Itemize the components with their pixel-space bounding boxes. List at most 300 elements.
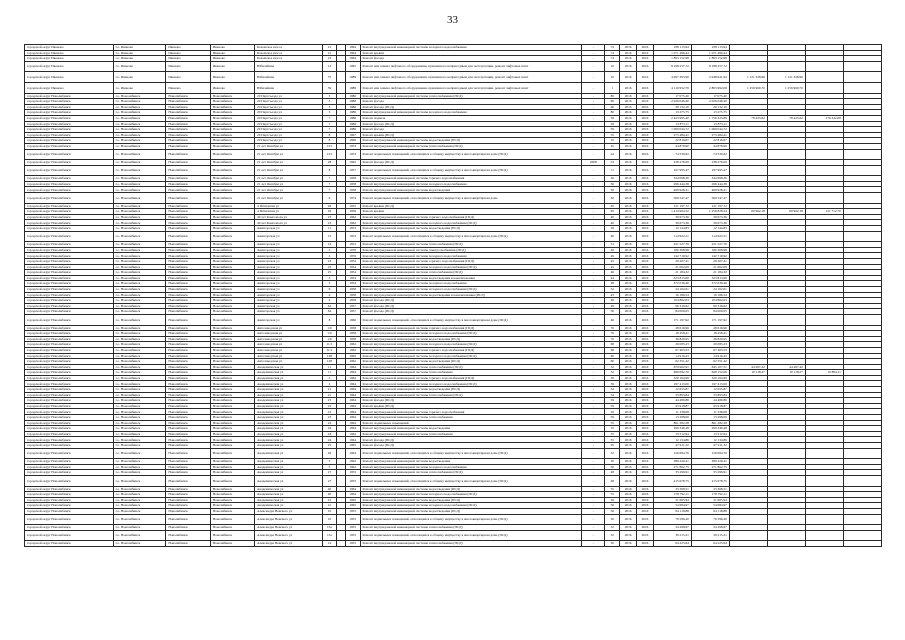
cell-municipality: г.о. Новолибинск	[113, 426, 166, 432]
cell-house-number: 25	[322, 443, 337, 449]
cell-settlement: Новолибинск	[166, 508, 210, 514]
cell-last-repair-year: -	[582, 347, 605, 353]
cell-settlement: Новолибинск	[166, 214, 210, 220]
cell-last-repair-year: -	[582, 132, 605, 138]
cell-cost-owners	[805, 448, 843, 459]
cell-house-number: 7	[322, 181, 337, 187]
cell-cost-owners	[805, 61, 843, 72]
cell-end-year: 2016	[637, 138, 654, 144]
cell-street: Академическая ул	[255, 375, 323, 381]
cell-cost-fund: 273 484,41	[691, 132, 729, 138]
cell-municipality: г.о. Новолибинск	[113, 270, 166, 276]
cell-total-cost: 171 197,92	[653, 314, 691, 325]
cell-build-year: 1957	[345, 303, 360, 309]
cell-cost-budget-a: 1 121 328,96	[729, 72, 767, 83]
cell-build-year: 1964	[345, 492, 360, 498]
cell-build-year: 1953	[345, 231, 360, 242]
cell-district: городской округ Новолибинск	[25, 214, 114, 220]
cell-start-year: 2016	[620, 110, 637, 116]
cell-locality: Новолибинск	[210, 264, 254, 270]
cell-street: Авиаторская ул	[255, 242, 323, 248]
cell-build-year: 1989	[345, 82, 360, 93]
cell-start-year: 2016	[620, 448, 637, 459]
cell-last-repair-year: -	[582, 325, 605, 331]
cell-street: Академическая ул	[255, 464, 323, 470]
cell-municipality: г.о. Новолибинск	[113, 336, 166, 342]
cell-cost-fund: 44 878,90	[691, 143, 729, 149]
cell-municipality: г.о. Новолибинск	[113, 247, 166, 253]
cell-build-year: 1954	[345, 264, 360, 270]
cell-municipality: г.о. Новолибинск	[113, 314, 166, 325]
cell-total-cost: 126 694,76	[653, 448, 691, 459]
cell-cost-other	[843, 165, 881, 176]
cell-end-year: 2016	[637, 364, 654, 370]
cell-house-number: 128	[322, 359, 337, 365]
cell-wear-percent: 40	[605, 231, 620, 242]
cell-work-type: Ремонт внутридомовой инженерной системы водоотведения (ПСД)	[360, 336, 582, 342]
cell-end-year: 2016	[637, 387, 654, 393]
cell-locality: Новолибинск	[210, 176, 254, 182]
cell-end-year: 2016	[637, 143, 654, 149]
cell-wear-percent: 74	[605, 56, 620, 62]
cell-municipality: г.о. Новолибинск	[113, 437, 166, 443]
cell-settlement: Новолибинск	[166, 530, 210, 541]
cell-cost-fund: 323 813,60	[691, 275, 729, 281]
cell-locality: Новолибинск	[210, 492, 254, 498]
cell-end-year: 2016	[637, 270, 654, 276]
cell-end-year: 2016	[637, 93, 654, 99]
cell-municipality: г.о. Новолибинск	[113, 342, 166, 348]
cell-district: городской округ Новолибинск	[25, 431, 114, 437]
cell-work-type: Ремонт подвальных помещений, относящихся к общему имуществу в многоквартирном доме (ПСД)	[360, 448, 582, 459]
cell-last-repair-year: -	[582, 525, 605, 531]
cell-start-year: 2016	[620, 82, 637, 93]
table-row	[25, 165, 882, 176]
cell-cost-fund: 114 922,51	[691, 231, 729, 242]
cell-start-year: 2016	[620, 415, 637, 421]
cell-end-year: 2016	[637, 275, 654, 281]
cell-end-year: 2016	[637, 264, 654, 270]
cell-building	[337, 193, 345, 204]
cell-house-number: 41	[322, 497, 337, 503]
cell-municipality: г.о. Новолибинск	[113, 525, 166, 531]
cell-settlement: Новолибинск	[166, 264, 210, 270]
cell-build-year: 1966	[345, 138, 360, 144]
cell-work-type: Ремонт внутридомовой инженерной системы холодного водоснабжения (ПСД)	[360, 286, 582, 292]
cell-street: Юбилейная	[255, 72, 323, 83]
cell-settlement: Новолибинск	[166, 525, 210, 531]
cell-work-type: Ремонт внутридомовой инженерной системы водоотведения и канализования (ПСД)	[360, 292, 582, 298]
cell-municipality: г.о. Новолибинск	[113, 375, 166, 381]
cell-locality: Новолибинск	[210, 286, 254, 292]
cell-district: городской округ Новолибинск	[25, 426, 114, 432]
cell-locality: Новолибинск	[210, 508, 254, 514]
cell-last-repair-year: -	[582, 209, 605, 215]
cell-last-repair-year: -	[582, 314, 605, 325]
cell-start-year: 2016	[620, 325, 637, 331]
cell-total-cost: 84 009,05	[653, 309, 691, 315]
cell-house-number: 27	[322, 470, 337, 476]
cell-cost-fund: 64 225,64	[691, 541, 729, 547]
cell-cost-fund: 142 719,92	[691, 253, 729, 259]
cell-building	[337, 314, 345, 325]
cell-street: Авиаторская ул	[255, 270, 323, 276]
cell-street: Академическая ул	[255, 448, 323, 459]
cell-district: городской округ Новолибинск	[25, 143, 114, 149]
cell-street: 20 Партсъезда ул	[255, 127, 323, 133]
cell-locality: Новолибинск	[210, 231, 254, 242]
cell-total-cost: 34 298,67	[653, 525, 691, 531]
cell-district: городской округ Новолибинск	[25, 281, 114, 287]
cell-locality: Новолибинск	[210, 403, 254, 409]
cell-last-repair-year: -	[582, 298, 605, 304]
cell-cost-fund: 31 665,94	[691, 497, 729, 503]
cell-start-year: 2016	[620, 298, 637, 304]
cell-wear-percent: 55	[605, 420, 620, 426]
cell-settlement: Новолибинск	[166, 115, 210, 121]
cell-settlement: Новолибинск	[166, 209, 210, 215]
cell-build-year: 1964	[345, 420, 360, 426]
repair-program-table	[24, 44, 882, 547]
cell-last-repair-year: -	[582, 270, 605, 276]
cell-last-repair-year: -	[582, 431, 605, 437]
cell-work-type: Ремонт внутридомовой инженерной системы теплоснабжения (ПСД)	[360, 392, 582, 398]
cell-total-cost: 142 719,92	[653, 253, 691, 259]
cell-start-year: 2016	[620, 375, 637, 381]
cell-locality: Иваново	[210, 61, 254, 72]
cell-work-type: Ремонт фасада (ПСД)	[360, 309, 582, 315]
cell-last-repair-year: -	[582, 138, 605, 144]
cell-settlement: Новолибинск	[166, 93, 210, 99]
cell-build-year: 1962	[345, 214, 360, 220]
cell-last-repair-year: -	[582, 286, 605, 292]
cell-district: городской округ Новолибинск	[25, 381, 114, 387]
cell-last-repair-year: -	[582, 387, 605, 393]
cell-last-repair-year: -	[582, 364, 605, 370]
cell-build-year: 1964	[345, 387, 360, 393]
cell-wear-percent: 44	[605, 149, 620, 160]
cell-work-type: Ремонт внутридомовой инженерной системы холодного водоснабжения (ПСД)	[360, 492, 582, 498]
cell-start-year: 2016	[620, 143, 637, 149]
cell-work-type: Ремонт внутридомовой инженерной системы горячего водоснабжения (ПСД)	[360, 325, 582, 331]
cell-municipality: г.о. Иваново	[113, 56, 166, 62]
cell-wear-percent: 49	[605, 303, 620, 309]
cell-house-number: 3	[322, 104, 337, 110]
cell-locality: Новолибинск	[210, 448, 254, 459]
cell-district: городской округ Новолибинск	[25, 415, 114, 421]
cell-wear-percent: 49	[605, 298, 620, 304]
cell-cost-fund: 39 673,36	[691, 220, 729, 226]
cell-house-number: 23	[322, 220, 337, 226]
cell-work-type: Ремонт внутридомовой инженерной системы теплоснабжения (ПСД)	[360, 470, 582, 476]
cell-start-year: 2016	[620, 275, 637, 281]
cell-cost-owners	[805, 530, 843, 541]
cell-house-number: 27	[322, 475, 337, 486]
cell-total-cost: 67 463,53	[653, 347, 691, 353]
cell-cost-fund: 1 893 152,98	[691, 56, 729, 62]
cell-build-year: 1958	[345, 286, 360, 292]
cell-locality: Новолибинск	[210, 115, 254, 121]
cell-house-number: 26	[322, 209, 337, 215]
cell-total-cost: 74 530,62	[653, 149, 691, 160]
cell-house-number: 3	[322, 93, 337, 99]
cell-total-cost: 13 512,94	[653, 431, 691, 437]
cell-district: городской округ Новолибинск	[25, 247, 114, 253]
cell-cost-fund: 469 928,21	[691, 187, 729, 193]
cell-work-type: Ремонт внутридомовой инженерной системы теплоснабжения (ПСД)	[360, 143, 582, 149]
cell-end-year: 2016	[637, 508, 654, 514]
cell-work-type: Ремонт фасада (ПСД)	[360, 160, 582, 166]
cell-building	[337, 530, 345, 541]
cell-last-repair-year: -	[582, 82, 605, 93]
cell-municipality: г.о. Новолибинск	[113, 165, 166, 176]
cell-start-year: 2016	[620, 508, 637, 514]
cell-house-number: 3	[322, 110, 337, 116]
cell-wear-percent: 11	[605, 165, 620, 176]
cell-settlement: Новолибинск	[166, 364, 210, 370]
cell-street: Кохомское шоссе	[255, 50, 323, 56]
cell-work-type: Ремонт подвальных помещений, относящихся к общему имуществу в многоквартирном доме (ПСД)	[360, 314, 582, 325]
cell-cost-fund: 238 276,09	[691, 160, 729, 166]
cell-end-year: 2016	[637, 176, 654, 182]
cell-total-cost: 679 902,91	[653, 364, 691, 370]
cell-cost-fund: 1 071 496,44	[691, 50, 729, 56]
cell-last-repair-year: -	[582, 104, 605, 110]
cell-cost-fund: 54 684,97	[691, 503, 729, 509]
cell-wear-percent: 45	[605, 143, 620, 149]
cell-street: 20 Партсъезда ул	[255, 115, 323, 121]
cell-street: Александра Невского ул	[255, 508, 323, 514]
cell-cost-fund: 28 616,96	[691, 325, 729, 331]
cell-district: городской округ Новолибинск	[25, 359, 114, 365]
cell-start-year: 2016	[620, 475, 637, 486]
cell-last-repair-year: -	[582, 470, 605, 476]
cell-cost-other	[843, 314, 881, 325]
cell-settlement: Иваново	[166, 61, 210, 72]
cell-cost-fund: 2 948 641,94	[691, 72, 729, 83]
cell-municipality: г.о. Новолибинск	[113, 214, 166, 220]
cell-last-repair-year: -	[582, 187, 605, 193]
cell-start-year: 2016	[620, 209, 637, 215]
cell-district: городской округ Новолибинск	[25, 242, 114, 248]
cell-end-year: 2016	[637, 286, 654, 292]
cell-cost-fund: 1 256 828,24	[691, 209, 729, 215]
cell-work-type: Ремонт или замена лифтового оборудования, признанного непригодным для эксплуатации, ремонт лифтовых шахт	[360, 82, 582, 93]
cell-end-year: 2016	[637, 398, 654, 404]
cell-start-year: 2016	[620, 121, 637, 127]
cell-municipality: г.о. Новолибинск	[113, 286, 166, 292]
cell-work-type: Ремонт подвальных помещений	[360, 420, 582, 426]
cell-end-year: 2016	[637, 132, 654, 138]
cell-build-year: 1974	[345, 193, 360, 204]
cell-cost-fund: 17 075,40	[691, 93, 729, 99]
cell-total-cost: 389 229,41	[653, 459, 691, 465]
cell-work-type: Ремонт внутридомовой инженерной системы водоотведения (ПСД)	[360, 226, 582, 232]
cell-house-number: 24	[322, 437, 337, 443]
cell-street: 21 лет Октября ул	[255, 176, 323, 182]
cell-work-type: Ремонт фасада	[360, 56, 582, 62]
cell-street: Академическая ул	[255, 459, 323, 465]
cell-district: городской округ Новолибинск	[25, 409, 114, 415]
table-row	[25, 314, 882, 325]
cell-build-year: 1986	[345, 115, 360, 121]
cell-last-repair-year: -	[582, 398, 605, 404]
cell-total-cost: 20 085,23	[653, 342, 691, 348]
cell-locality: Новолибинск	[210, 325, 254, 331]
cell-cost-fund: 104 862,03	[691, 298, 729, 304]
cell-work-type: Ремонт внутридомовой инженерной системы горячего водоснабжения (ПСД)	[360, 375, 582, 381]
cell-locality: Новолибинск	[210, 104, 254, 110]
cell-cost-budget-b: 78 423,62	[767, 115, 805, 121]
cell-work-type: Ремонт внутридомовой инженерной системы холодного водоснабжения (ПСД)	[360, 353, 582, 359]
cell-wear-percent: 56	[605, 176, 620, 182]
cell-cost-budget-a	[729, 448, 767, 459]
cell-cost-fund: 29 267,41	[691, 259, 729, 265]
cell-work-type: Ремонт внутридомовой инженерной системы водоотведения (ПСД)	[360, 387, 582, 393]
cell-district: городской округ Новолибинск	[25, 464, 114, 470]
cell-street: 20 Партсъезда ул	[255, 93, 323, 99]
cell-build-year: 1952	[345, 242, 360, 248]
cell-start-year: 2016	[620, 259, 637, 265]
cell-municipality: г.о. Новолибинск	[113, 381, 166, 387]
cell-start-year: 2016	[620, 459, 637, 465]
cell-total-cost: 33 893,84	[653, 392, 691, 398]
cell-cost-fund: 861 282,28	[691, 420, 729, 426]
cell-street: Автозаводская ул	[255, 331, 323, 337]
cell-start-year: 2016	[620, 431, 637, 437]
cell-start-year: 2016	[620, 409, 637, 415]
cell-last-repair-year: -	[582, 426, 605, 432]
cell-house-number: 13	[322, 231, 337, 242]
cell-settlement: Новолибинск	[166, 497, 210, 503]
cell-build-year: 1953	[345, 149, 360, 160]
cell-district: городской округ Новолибинск	[25, 525, 114, 531]
cell-settlement: Новолибинск	[166, 392, 210, 398]
cell-cost-fund: 178 792,11	[691, 492, 729, 498]
cell-end-year: 2016	[637, 115, 654, 121]
cell-build-year: 1958	[345, 336, 360, 342]
cell-end-year: 2016	[637, 525, 654, 531]
cell-end-year: 2016	[637, 121, 654, 127]
cell-total-cost: 4 119 952,79	[653, 82, 691, 93]
cell-building	[337, 149, 345, 160]
cell-start-year: 2016	[620, 115, 637, 121]
cell-wear-percent: 10	[605, 72, 620, 83]
cell-street: Кохомское шоссе	[255, 45, 323, 51]
cell-house-number: 1/9	[322, 331, 337, 337]
cell-building	[337, 61, 345, 72]
cell-street: Авиаторская ул	[255, 247, 323, 253]
cell-total-cost: 2 423 995,40	[653, 115, 691, 121]
cell-street: 21 лет Октября ул	[255, 165, 323, 176]
cell-start-year: 2016	[620, 160, 637, 166]
cell-locality: Новолибинск	[210, 138, 254, 144]
cell-settlement: Новолибинск	[166, 336, 210, 342]
cell-cost-owners	[805, 82, 843, 93]
cell-district: городской округ Новолибинск	[25, 541, 114, 547]
cell-cost-budget-a: 10 118,27	[729, 370, 767, 376]
cell-work-type: Ремонт внутридомовой инженерной системы горячего водоснабжения (ПСД)	[360, 347, 582, 353]
cell-municipality: г.о. Новолибинск	[113, 387, 166, 393]
cell-district: городской округ Новолибинск	[25, 193, 114, 204]
cell-settlement: Новолибинск	[166, 492, 210, 498]
cell-end-year: 2016	[637, 492, 654, 498]
cell-wear-percent: 50	[605, 459, 620, 465]
cell-work-type: Ремонт внутридомовой инженерной системы теплоснабжения (ПСД)	[360, 242, 582, 248]
cell-locality: Новолибинск	[210, 209, 254, 215]
cell-municipality: г.о. Новолибинск	[113, 359, 166, 365]
cell-wear-percent: 56	[605, 497, 620, 503]
cell-total-cost: 1 893 152,98	[653, 56, 691, 62]
cell-locality: Новолибинск	[210, 149, 254, 160]
cell-settlement: Новолибинск	[166, 121, 210, 127]
cell-settlement: Новолибинск	[166, 437, 210, 443]
cell-total-cost: 1 071 496,44	[653, 50, 691, 56]
cell-work-type: Ремонт подвальных помещений, относящихся к общему имуществу в многоквартирном доме (ПСД)	[360, 149, 582, 160]
cell-work-type: Ремонт подвальных помещений, относящихся к общему имуществу в многоквартирном доме (ПСД)	[360, 165, 582, 176]
cell-cost-owners	[805, 475, 843, 486]
cell-house-number: 8	[322, 165, 337, 176]
cell-district: городской округ Новолибинск	[25, 459, 114, 465]
cell-wear-percent: 60	[605, 353, 620, 359]
cell-house-number: 14	[322, 541, 337, 547]
cell-start-year: 2016	[620, 93, 637, 99]
cell-street: 20 Партсъезда ул	[255, 110, 323, 116]
cell-wear-percent: 55	[605, 486, 620, 492]
cell-work-type: Ремонт внутридомовой инженерной системы холодного водоснабжения (ПСД)	[360, 264, 582, 270]
cell-cost-fund: 35 296,91	[691, 470, 729, 476]
cell-district: городской округ Новолибинск	[25, 104, 114, 110]
cell-building	[337, 82, 345, 93]
cell-house-number: 8	[322, 132, 337, 138]
cell-total-cost: 22 816,67	[653, 138, 691, 144]
cell-build-year: 1954	[345, 275, 360, 281]
cell-settlement: Новолибинск	[166, 426, 210, 432]
table-row	[25, 82, 882, 93]
cell-wear-percent: 52	[605, 525, 620, 531]
cell-district: городской округ Новолибинск	[25, 486, 114, 492]
cell-total-cost: 329 164,90	[653, 375, 691, 381]
cell-end-year: 2016	[637, 231, 654, 242]
cell-house-number: 64	[322, 309, 337, 315]
cell-total-cost: 12 134,86	[653, 437, 691, 443]
cell-total-cost: 13 873,11	[653, 121, 691, 127]
cell-last-repair-year: -	[582, 541, 605, 547]
cell-cost-fund: 33 368,51	[691, 486, 729, 492]
cell-end-year: 2016	[637, 448, 654, 459]
cell-cost-budget-a: 78 423,62	[729, 115, 767, 121]
cell-wear-percent: 80	[605, 93, 620, 99]
cell-wear-percent: 52	[605, 448, 620, 459]
cell-street: Академическая ул	[255, 437, 323, 443]
cell-settlement: Новолибинск	[166, 514, 210, 525]
cell-start-year: 2016	[620, 61, 637, 72]
cell-locality: Новолибинск	[210, 353, 254, 359]
cell-settlement: Новолибинск	[166, 176, 210, 182]
cell-locality: Новолибинск	[210, 187, 254, 193]
cell-cost-fund: 79 596,20	[691, 514, 729, 525]
cell-locality: Новолибинск	[210, 270, 254, 276]
cell-work-type: Ремонт внутридомовой инженерной системы горячего водоснабжения	[360, 409, 582, 415]
cell-work-type: Ремонт внутридомовой инженерной системы водоотведения (ПСД)	[360, 486, 582, 492]
cell-total-cost: 20 132,10	[653, 104, 691, 110]
cell-settlement: Новолибинск	[166, 193, 210, 204]
cell-municipality: г.о. Новолибинск	[113, 99, 166, 105]
cell-build-year: 1955	[345, 530, 360, 541]
cell-district: городской округ Новолибинск	[25, 314, 114, 325]
cell-locality: Новолибинск	[210, 364, 254, 370]
cell-total-cost: 44 878,90	[653, 143, 691, 149]
